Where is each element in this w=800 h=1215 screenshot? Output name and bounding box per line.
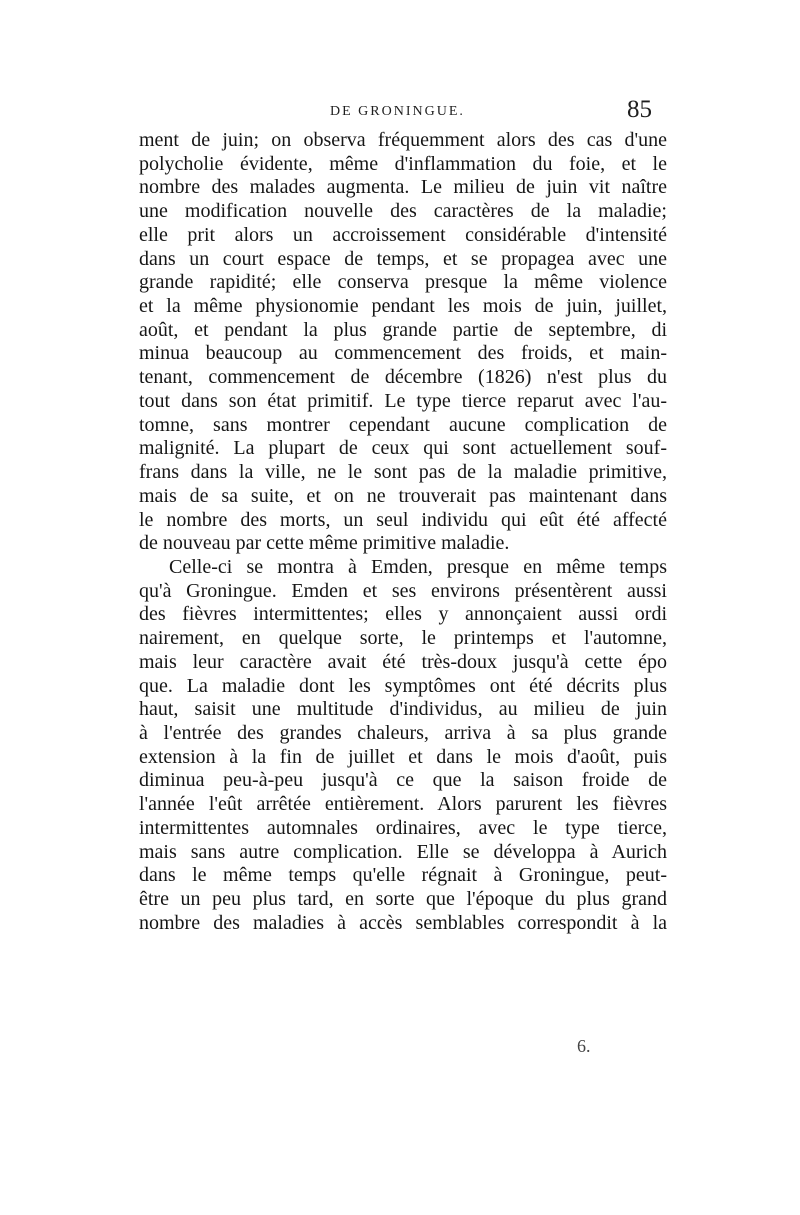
text-line: que. La maladie dont les symptômes ont été décrits plus	[139, 674, 667, 697]
text-line: minua beaucoup au commencement des froids, et main-	[139, 342, 667, 365]
text-line: tomne, sans montrer cependant aucune complication de	[139, 413, 667, 436]
page-number: 85	[627, 96, 652, 123]
text-line: l'année l'eût arrêtée entièrement. Alors parurent les fièvres	[139, 793, 667, 816]
text-line: tenant, commencement de décembre (1826) n'est plus du	[139, 366, 667, 389]
text-line: dans le même temps qu'elle régnait à Groningue, peut-	[139, 864, 667, 887]
text-line: frans dans la ville, ne le sont pas de la maladie primitive,	[139, 461, 667, 484]
text-line: mais leur caractère avait été très-doux jusqu'à cette épo	[139, 650, 667, 673]
running-head: DE GRONINGUE.	[330, 104, 465, 119]
text-line: malignité. La plupart de ceux qui sont actuellement souf-	[139, 437, 667, 460]
text-line: extension à la fin de juillet et dans le mois d'août, puis	[139, 745, 667, 768]
paragraph-end-line: de nouveau par cette même primitive maladie.	[139, 532, 510, 555]
text-line: diminua peu-à-peu jusqu'à ce que la saison froide de	[139, 769, 667, 792]
text-line: une modification nouvelle des caractères de la maladie;	[139, 200, 667, 223]
text-line: qu'à Groningue. Emden et ses environs présentèrent aussi	[139, 579, 667, 602]
text-line: dans un court espace de temps, et se propagea avec une	[139, 247, 667, 270]
text-line: nombre des maladies à accès semblables correspondit à la	[139, 911, 667, 934]
text-line: haut, saisit une multitude d'individus, au milieu de juin	[139, 698, 667, 721]
text-line: des fièvres intermittentes; elles y annonçaient aussi ordi	[139, 603, 667, 626]
text-line: à l'entrée des grandes chaleurs, arriva à sa plus grande	[139, 721, 667, 744]
text-line: tout dans son état primitif. Le type tierce reparut avec l'au-	[139, 389, 667, 412]
text-line: intermittentes automnales ordinaires, avec le type tierce,	[139, 816, 667, 839]
text-line: et la même physionomie pendant les mois de juin, juillet,	[139, 295, 667, 318]
text-line: le nombre des morts, un seul individu qui eût été affecté	[139, 508, 667, 531]
text-line: ment de juin; on observa fréquemment alors des cas d'une	[139, 129, 667, 151]
text-line: polycholie évidente, même d'inflammation du foie, et le	[139, 152, 667, 175]
paragraph-start-line: Celle-ci se montra à Emden, presque en même temps	[169, 555, 667, 578]
signature-mark: 6.	[577, 1036, 591, 1056]
text-line: grande rapidité; elle conserva presque la même violence	[139, 271, 667, 294]
text-line: mais de sa suite, et on ne trouverait pas maintenant dans	[139, 484, 667, 507]
text-line: nombre des malades augmenta. Le milieu de juin vit naître	[139, 176, 667, 199]
text-line: août, et pendant la plus grande partie de septembre, di	[139, 318, 667, 341]
text-line: elle prit alors un accroissement considérable d'intensité	[139, 223, 667, 246]
text-line: être un peu plus tard, en sorte que l'époque du plus grand	[139, 888, 667, 910]
text-line: nairement, en quelque sorte, le printemps et l'automne,	[139, 627, 667, 650]
body-text	[139, 129, 667, 935]
text-line: mais sans autre complication. Elle se développa à Aurich	[139, 840, 667, 863]
